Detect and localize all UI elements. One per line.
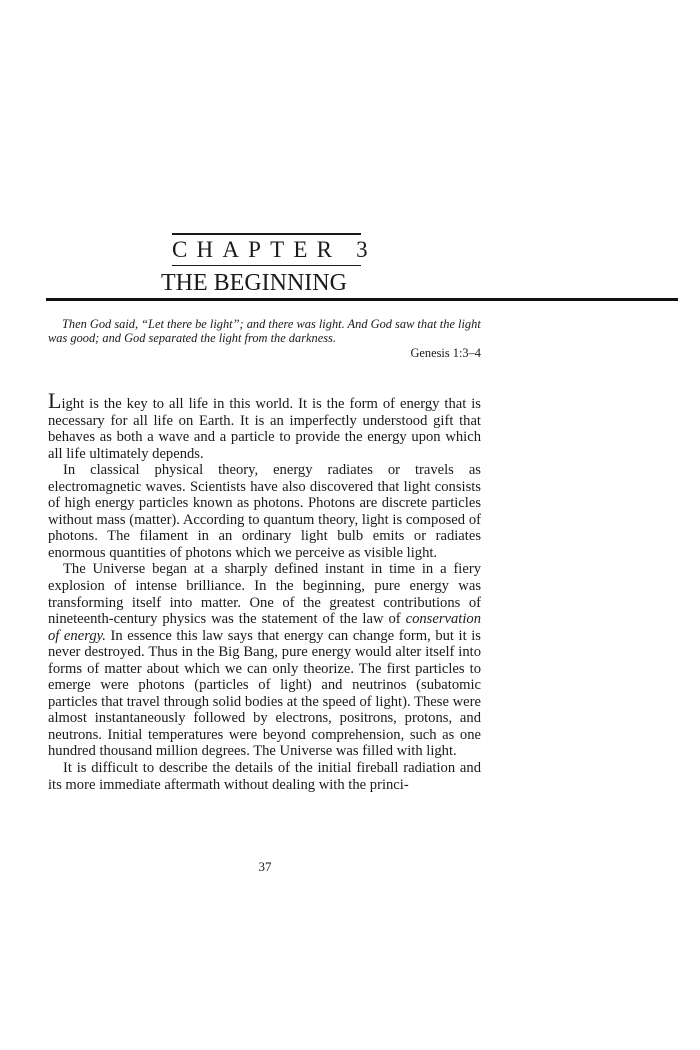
paragraph-3-text-a: The Universe began at a sharply defined instant in time in a fiery explosion of intense brilliance. In the beginning, pure energy was transforming itself into matter. One of the greatest contributions of nineteenth-century physics was the statement of the law of (48, 561, 481, 628)
chapter-divider-rule (172, 265, 361, 266)
heading-heavy-rule (46, 298, 678, 301)
paragraph-3-italic-term: conservation of energy. (48, 611, 481, 644)
chapter-label: CHAPTER 3 (172, 237, 377, 262)
chapter-title: THE BEGINNING (161, 270, 347, 296)
chapter-top-rule (172, 233, 361, 235)
paragraph-1 (48, 388, 481, 462)
epigraph-quote: Then God said, “Let there be light”; and there was light. And God saw that the light was good; and God separated the light from the darkness. (48, 317, 481, 345)
drop-cap: L (48, 388, 62, 413)
paragraph-3 (48, 561, 481, 760)
paragraph-2: In classical physical theory, energy radiates or travels as electromagnetic waves. Scientists have also discovered that light consists of high energy particles known as photons. Photons are discrete particles without mass (matter). According to quantum theory, light is composed of photons. The filament in an ordinary light bulb emits or radiates enormous quantities of photons which we perceive as visible light. (48, 462, 481, 561)
body-text (48, 388, 481, 793)
page-number: 37 (258, 859, 272, 874)
epigraph-source: Genesis 1:3–4 (410, 346, 481, 360)
paragraph-1-text: ight is the key to all life in this world. It is the form of energy that is necessary for all life on Earth. It is an imperfectly understood gift that behaves as both a wave and a particle to provide the energy upon which all life ultimately depends. (48, 396, 481, 462)
paragraph-4: It is difficult to describe the details of the initial fireball radiation and its more immediate aftermath without dealing with the princi- (48, 760, 481, 793)
paragraph-3-text-b: In essence this law says that energy can change form, but it is never destroyed. Thus in the Big Bang, pure energy would alter itself into forms of matter about which we can only theorize. The first particles to emerge were photons (particles of light) and neutrinos (subatomic particles that travel through solid bodies at the speed of light). These were almost instantaneously followed by electrons, positrons, protons, and neutrons. Initial temperatures were beyond comprehension, such as one hundred thousand million degrees. The Universe was filled with light. (48, 627, 481, 760)
